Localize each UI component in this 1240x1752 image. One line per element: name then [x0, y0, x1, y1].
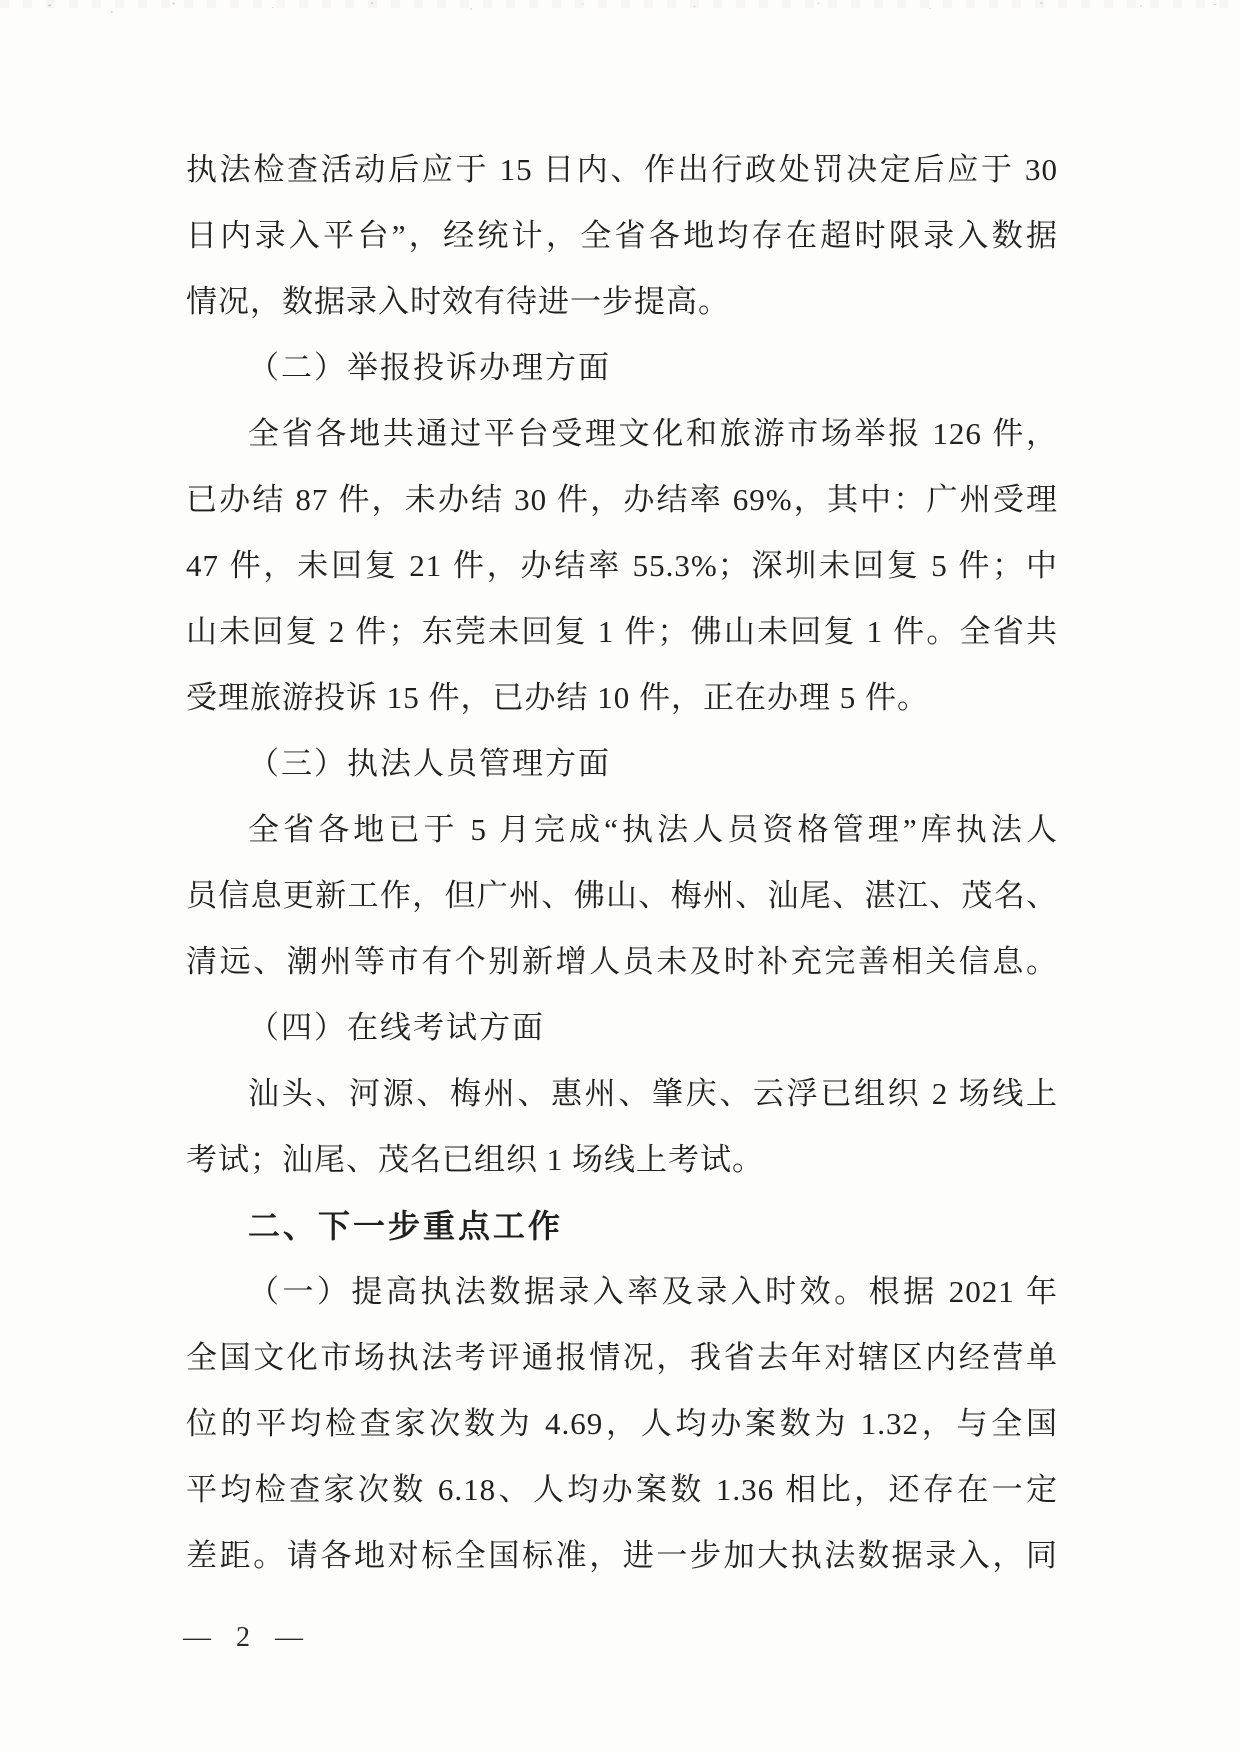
section-heading-3: （三）执法人员管理方面: [248, 746, 611, 781]
section-heading-4: （四）在线考试方面: [248, 1010, 545, 1045]
body-text-line: 情况，数据录入时效有待进一步提高。: [186, 284, 730, 319]
body-text-line: 受理旅游投诉 15 件，已办结 10 件，正在办理 5 件。: [186, 680, 929, 715]
body-text-line: 已办结 87 件，未办结 30 件，办结率 69%，其中：广州受理: [186, 482, 1058, 517]
body-text-line: 考试；汕尾、茂名已组织 1 场线上考试。: [186, 1142, 764, 1177]
body-text-line: 清远、潮州等市有个别新增人员未及时补充完善相关信息。: [186, 944, 1058, 979]
body-text-line: （一）提高执法数据录入率及录入时效。根据 2021 年: [248, 1274, 1058, 1309]
body-text-line: 全省各地已于 5 月完成“执法人员资格管理”库执法人: [248, 812, 1058, 847]
body-text-line: 山未回复 2 件；东莞未回复 1 件；佛山未回复 1 件。全省共: [186, 614, 1058, 649]
body-text-line: 差距。请各地对标全国标准，进一步加大执法数据录入，同: [186, 1538, 1058, 1573]
body-text-line: 全国文化市场执法考评通报情况，我省去年对辖区内经营单: [186, 1340, 1058, 1375]
body-text-line: 位的平均检查家次数为 4.69，人均办案数为 1.32，与全国: [186, 1406, 1058, 1441]
body-text-line: 汕头、河源、梅州、惠州、肇庆、云浮已组织 2 场线上: [248, 1076, 1058, 1111]
body-text-line: 日内录入平台”，经统计，全省各地均存在超时限录入数据: [186, 218, 1058, 253]
section-heading-major: 二、下一步重点工作: [248, 1208, 564, 1244]
document-body: [186, 137, 1058, 1589]
body-text-line: 员信息更新工作，但广州、佛山、梅州、汕尾、湛江、茂名、: [186, 878, 1058, 913]
section-heading-2: （二）举报投诉办理方面: [248, 350, 611, 385]
page-number: — 2 —: [183, 1622, 312, 1653]
body-text-line: 执法检查活动后应于 15 日内、作出行政处罚决定后应于 30: [186, 152, 1058, 187]
scan-artifact-band: [0, 0, 1240, 30]
body-text-line: 全省各地共通过平台受理文化和旅游市场举报 126 件，: [248, 416, 1058, 451]
body-text-line: 47 件，未回复 21 件，办结率 55.3%；深圳未回复 5 件；中: [186, 548, 1058, 583]
body-text-line: 平均检查家次数 6.18、人均办案数 1.36 相比，还存在一定: [186, 1472, 1058, 1507]
